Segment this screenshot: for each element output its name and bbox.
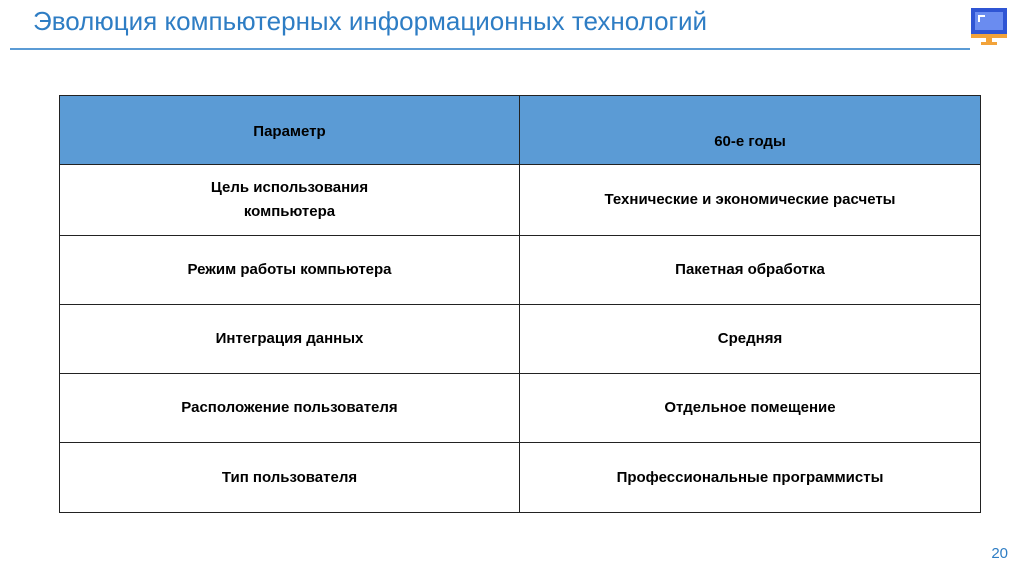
slide-title: Эволюция компьютерных информационных технологий: [33, 6, 708, 36]
table-row: [60, 374, 981, 443]
value-cell: Технические и экономические расчеты: [520, 165, 981, 236]
param-text-line2: компьютера: [243, 203, 336, 220]
title-divider: [10, 48, 970, 50]
param-cell: Режим работы компьютера: [60, 236, 520, 305]
header-60s: [520, 96, 981, 165]
value-cell: Отдельное помещение: [520, 374, 981, 443]
value-cell: Средняя: [520, 305, 981, 374]
header-60s-label: 60-е годы: [714, 133, 786, 150]
table-row: [60, 305, 981, 374]
parameters-table: [59, 95, 981, 513]
header-parameter-label: Параметр: [253, 123, 326, 140]
param-cell: Расположение пользователя: [60, 374, 520, 443]
param-cell: [60, 165, 520, 236]
table-row: [60, 443, 981, 513]
header-parameter: [60, 96, 520, 165]
param-cell: Интеграция данных: [60, 305, 520, 374]
monitor-icon: [969, 6, 1009, 46]
table-row: [60, 236, 981, 305]
table-row: [60, 165, 981, 236]
param-cell: Тип пользователя: [60, 443, 520, 513]
value-cell: Профессиональные программисты: [520, 443, 981, 513]
param-text-line1: Цель использования: [210, 179, 369, 196]
table-header-row: [60, 96, 981, 165]
value-cell: Пакетная обработка: [520, 236, 981, 305]
page-number: 20: [991, 545, 1008, 562]
